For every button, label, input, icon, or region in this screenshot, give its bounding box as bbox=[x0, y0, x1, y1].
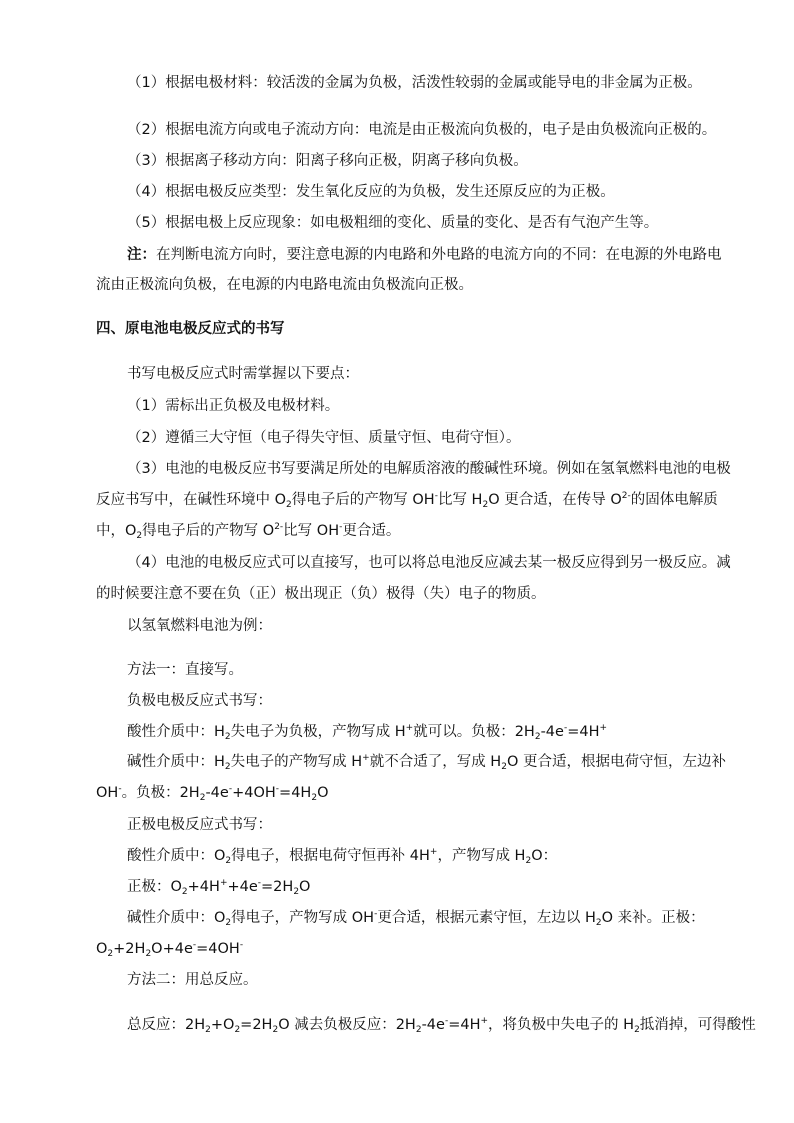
text: 酸性介质中：O bbox=[127, 848, 226, 864]
criterion-3: （3）根据离子移动方向：阳离子移向正极，阴离子移向负极。 bbox=[127, 153, 528, 169]
method1-pos-acid-eq bbox=[127, 877, 310, 897]
sub: 2 bbox=[225, 856, 232, 866]
sup: - bbox=[239, 940, 244, 950]
method1-base-2 bbox=[96, 783, 328, 803]
sup: - bbox=[118, 784, 122, 794]
text: O bbox=[299, 879, 311, 895]
text: 。负极：2H bbox=[121, 785, 200, 801]
text: 比写 H bbox=[437, 492, 483, 508]
method1-acid bbox=[127, 722, 607, 742]
example-intro: 以氢氧燃料电池为例： bbox=[127, 618, 272, 634]
text: 碱性介质中：H bbox=[127, 754, 225, 770]
text: 的固体电解质 bbox=[630, 492, 718, 508]
text: 得电子，根据电荷守恒再补 4H bbox=[231, 848, 430, 864]
text: 更合适。 bbox=[342, 523, 401, 539]
sup: + bbox=[219, 878, 228, 888]
text: 失电子为负极，产物写成 H bbox=[230, 724, 406, 740]
criterion-5: （5）根据电极上反应现象：如电极粗细的变化、质量的变化、是否有气泡产生等。 bbox=[127, 215, 659, 231]
text: 正极：O bbox=[127, 879, 182, 895]
point-1: （1）需标出正负极及电极材料。 bbox=[127, 398, 340, 414]
section-title: 四、原电池电极反应式的书写 bbox=[96, 321, 285, 337]
note-text-1: 在判断电流方向时，要注意电源的内电路和外电路的电流方向的不同：在电源的外电路电 bbox=[156, 247, 722, 263]
method1-base-1 bbox=[127, 752, 726, 772]
text: O 更合适，根据电荷守恒，左边补 bbox=[506, 754, 726, 770]
sup: - bbox=[563, 723, 568, 733]
text: O+4e bbox=[151, 941, 193, 957]
text: 碱性介质中：O bbox=[127, 910, 226, 926]
text: 就可以。负极：2H bbox=[413, 724, 535, 740]
text: 失电子的产物写成 H bbox=[230, 754, 363, 770]
text: +4H bbox=[187, 879, 220, 895]
sub: 2 bbox=[136, 531, 143, 541]
sub: 2 bbox=[634, 1025, 640, 1035]
method1-pos-title: 正极电极反应式书写： bbox=[127, 817, 272, 833]
sub: 2 bbox=[311, 793, 318, 803]
sub: 2 bbox=[234, 1025, 241, 1035]
text: +2H bbox=[113, 941, 146, 957]
method2-total bbox=[127, 1015, 756, 1035]
sup: + bbox=[429, 847, 438, 857]
method1-pos-base-eq bbox=[96, 939, 243, 959]
sub: 2 bbox=[595, 918, 602, 928]
text: O bbox=[317, 785, 329, 801]
note-label: 注： bbox=[127, 247, 156, 263]
text: 抵消掉，可得酸性 bbox=[639, 1017, 756, 1033]
sup: - bbox=[339, 522, 343, 532]
sub: 2 bbox=[205, 1025, 211, 1035]
text: 反应书写中，在碱性环境中 O bbox=[96, 492, 287, 508]
sup: - bbox=[374, 909, 378, 919]
method2-title: 方法二：用总反应。 bbox=[127, 972, 258, 988]
sub: 2 bbox=[224, 762, 231, 772]
sub: 2 bbox=[145, 949, 152, 959]
method1-pos-base bbox=[127, 908, 705, 928]
point-3c bbox=[96, 521, 400, 541]
sup: + bbox=[480, 1016, 489, 1026]
method1-neg-title: 负极电极反应式书写： bbox=[127, 693, 272, 709]
text: ，将负极中失电子的 H bbox=[488, 1017, 635, 1033]
text: =4OH bbox=[196, 941, 240, 957]
sub: 2 bbox=[199, 793, 206, 803]
sup: - bbox=[275, 784, 280, 794]
text: -4e bbox=[421, 1017, 445, 1033]
text: 更合适，根据元素守恒，左边以 H bbox=[377, 910, 596, 926]
text: O 更合适，在传导 O bbox=[488, 492, 622, 508]
text: +4OH bbox=[232, 785, 276, 801]
text: =4H bbox=[567, 724, 600, 740]
note-line-2: 流由正极流向负极，在电源的内电路电流由负极流向正极。 bbox=[96, 277, 473, 293]
point-4b: 的时候要注意不要在负（正）极出现正（负）极得（失）电子的物质。 bbox=[96, 586, 546, 602]
text: O 来补。正极： bbox=[601, 910, 705, 926]
sup: - bbox=[434, 491, 438, 501]
text: +4e bbox=[227, 879, 258, 895]
point-4a: （4）电池的电极反应式可以直接写，也可以将总电池反应减去某一极反应得到另一极反应。减 bbox=[127, 555, 731, 571]
sub: 2 bbox=[501, 762, 507, 772]
text: =4H bbox=[448, 1017, 481, 1033]
criterion-4: （4）根据电极反应类型：发生氧化反应的为负极，发生还原反应的为正极。 bbox=[127, 184, 615, 200]
text: O： bbox=[531, 848, 558, 864]
sub: 2 bbox=[525, 856, 532, 866]
text: 中，O bbox=[96, 523, 137, 539]
sup: - bbox=[192, 940, 197, 950]
method1-title: 方法一：直接写。 bbox=[127, 662, 243, 678]
point-2: （2）遵循三大守恒（电子得失守恒、质量守恒、电荷守恒）。 bbox=[127, 430, 521, 446]
text: O bbox=[96, 941, 108, 957]
text: 比写 OH bbox=[283, 523, 340, 539]
sub: 2 bbox=[181, 887, 188, 897]
text: 得电子后的产物写 O bbox=[142, 523, 275, 539]
text: ，产物写成 H bbox=[437, 848, 526, 864]
text: =4H bbox=[279, 785, 312, 801]
sub: 2 bbox=[286, 500, 292, 510]
sup: - bbox=[228, 784, 233, 794]
sub: 2 bbox=[293, 887, 300, 897]
text: OH bbox=[96, 785, 119, 801]
point-3a: （3）电池的电极反应书写要满足所处的电解质溶液的酸碱性环境。例如在氢氧燃料电池的电极 bbox=[127, 461, 731, 477]
text: +O bbox=[210, 1017, 235, 1033]
text: 得电子后的产物写 OH bbox=[291, 492, 435, 508]
sup: + bbox=[599, 723, 608, 733]
text: 得电子，产物写成 OH bbox=[231, 910, 375, 926]
note-line-1 bbox=[127, 245, 722, 265]
sub: 2 bbox=[415, 1025, 422, 1035]
point-3b bbox=[96, 490, 718, 510]
sub: 2 bbox=[224, 732, 231, 742]
text: 总反应：2H bbox=[127, 1017, 206, 1033]
sup: + bbox=[362, 753, 370, 763]
sub: 2 bbox=[107, 949, 114, 959]
sub: 2 bbox=[272, 1025, 279, 1035]
text: =2H bbox=[261, 879, 294, 895]
sup: 2- bbox=[621, 491, 631, 501]
text: -4e bbox=[540, 724, 564, 740]
method1-pos-acid bbox=[127, 846, 557, 866]
text: O 减去负极反应：2H bbox=[278, 1017, 416, 1033]
text: -4e bbox=[205, 785, 229, 801]
criterion-1: （1）根据电极材料：较活泼的金属为负极，活泼性较弱的金属或能导电的非金属为正极。 bbox=[127, 75, 702, 91]
sub: 2 bbox=[482, 500, 489, 510]
sup: 2- bbox=[274, 522, 284, 532]
sup: - bbox=[444, 1016, 449, 1026]
sup: + bbox=[405, 723, 414, 733]
intro-line: 书写电极反应式时需掌握以下要点： bbox=[127, 366, 359, 382]
sub: 2 bbox=[225, 918, 232, 928]
text: 酸性介质中：H bbox=[127, 724, 225, 740]
text: =2H bbox=[240, 1017, 273, 1033]
text: 就不合适了，写成 H bbox=[369, 754, 502, 770]
criterion-2: （2）根据电流方向或电子流动方向：电流是由正极流向负极的，电子是由负极流向正极的。 bbox=[127, 122, 717, 138]
sup: - bbox=[257, 878, 262, 888]
sub: 2 bbox=[534, 732, 541, 742]
